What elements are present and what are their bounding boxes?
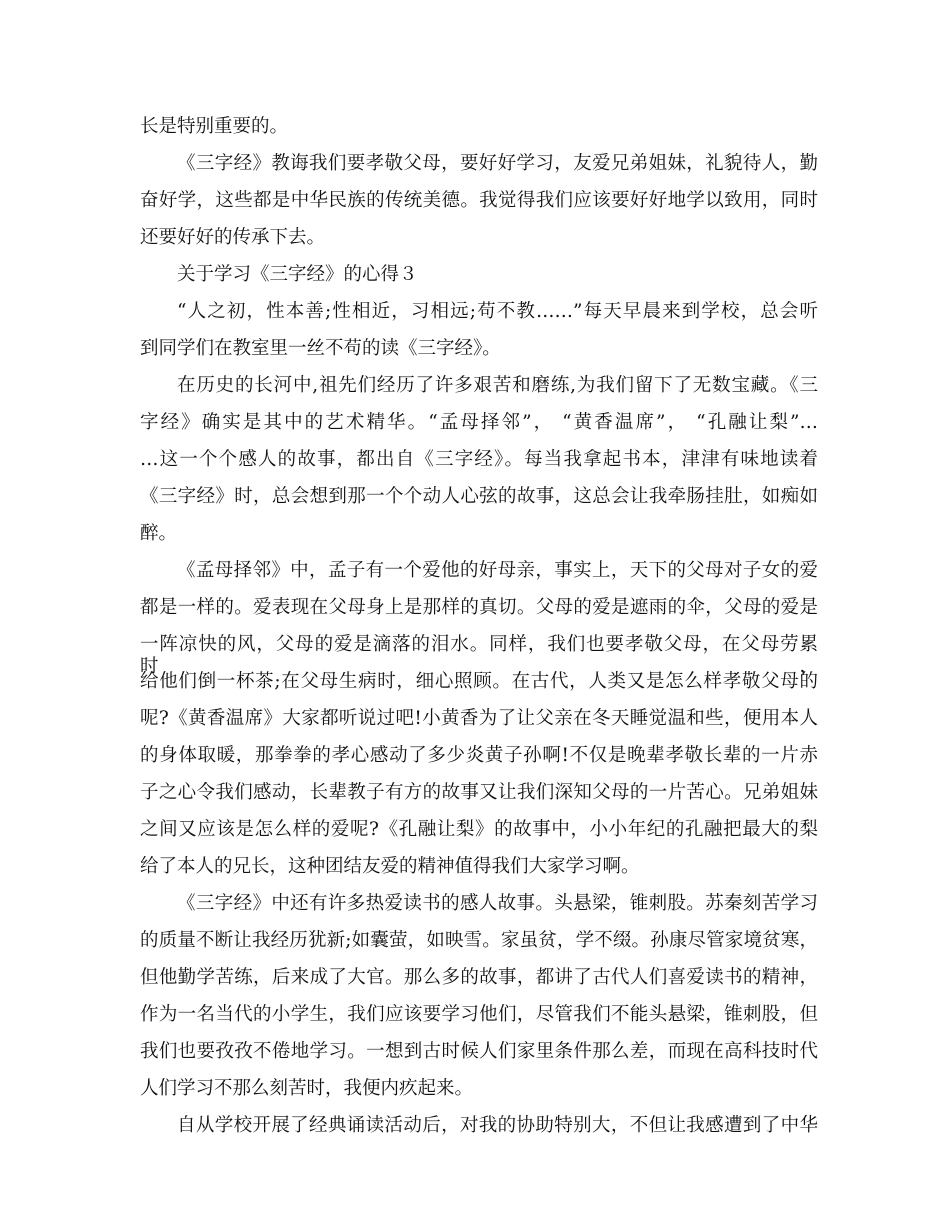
text-line: 给了本人的兄长，这种团结友爱的精神值得我们大家学习啊。: [140, 856, 640, 877]
text-line: 之间又应该是怎么样的爱呢?《孔融让梨》的故事中，小小年纪的孔融把最大的梨: [140, 819, 818, 840]
text-line: 我们也要孜孜不倦地学习。一想到古时候人们家里条件那么差，而现在高科技时代: [140, 1041, 818, 1062]
text-line: 醉。: [140, 523, 178, 544]
section-heading: 关于学习《三字经》的心得３: [177, 264, 418, 285]
text-line: 作为一名当代的小学生，我们应该要学习他们，尽管我们不能头悬梁，锥刺股，但: [140, 1004, 818, 1025]
text-line: 的质量不断让我经历犹新;如囊萤，如映雪。家虽贫，学不缀。孙康尽管家境贫寒，: [140, 930, 818, 951]
text-line: 给他们倒一杯茶;在父母生病时，细心照顾。在古代，人类又是怎么样孝敬父母的: [140, 671, 818, 692]
text-line: 人们学习不那么刻苦时，我便内疚起来。: [140, 1078, 474, 1099]
text-line: 子之心令我们感动，长辈教子有方的故事又让我们深知父母的一片苦心。兄弟姐妹: [140, 782, 818, 803]
paragraph-line: 《三字经》中还有许多热爱读书的感人故事。头悬梁，锥刺股。苏秦刻苦学习: [177, 893, 818, 914]
text-line: 《三字经》时，总会想到那一个个动人心弦的故事，这总会让我牵肠挂肚，如痴如: [140, 486, 818, 507]
paragraph-line: 《孟母择邻》中，孟子有一个爱他的好母亲，事实上，天下的父母对子女的爱: [177, 560, 818, 581]
paragraph-line: “人之初，性本善;性相近，习相远;苟不教……”每天早晨来到学校，总会听: [177, 301, 818, 322]
text-line: 长是特别重要的。: [140, 116, 289, 137]
text-line: …这一个个感人的故事，都出自《三字经》。每当我拿起书本，津津有味地读着: [140, 449, 818, 470]
text-line: 字经》确实是其中的艺术精华。“孟母择邻”， “黄香温席”， “孔融让梨”…: [140, 412, 818, 433]
text-line: 都是一样的。爱表现在父母身上是那样的真切。父母的爱是遮雨的伞，父母的爱是: [140, 597, 818, 618]
text-line: 到同学们在教室里一丝不苟的读《三字经》。: [140, 338, 501, 359]
paragraph-line: 在历史的长河中,祖先们经历了许多艰苦和磨练,为我们留下了无数宝藏。《三: [177, 375, 818, 396]
text-line: 一阵凉快的风，父母的爱是滴落的泪水。同样，我们也要孝敬父母，在父母劳累时，: [140, 634, 818, 677]
text-line: 呢?《黄香温席》大家都听说过吧!小黄香为了让父亲在冬天睡觉温和些，便用本人: [140, 708, 818, 729]
text-line: 但他勤学苦练，后来成了大官。那么多的故事，都讲了古代人们喜爱读书的精神，: [140, 967, 818, 988]
text-line: 奋好学，这些都是中华民族的传统美德。我觉得我们应该要好好地学以致用，同时: [140, 190, 818, 211]
paragraph-line: 《三字经》教诲我们要孝敬父母，要好好学习，友爱兄弟姐妹，礼貌待人，勤: [177, 153, 818, 174]
paragraph-line: 自从学校开展了经典诵读活动后，对我的协助特别大，不但让我感遭到了中华: [177, 1115, 818, 1136]
text-line: 还要好好的传承下去。: [140, 227, 326, 248]
text-line: 的身体取暖，那拳拳的孝心感动了多少炎黄子孙啊!不仅是晚辈孝敬长辈的一片赤: [140, 745, 818, 766]
